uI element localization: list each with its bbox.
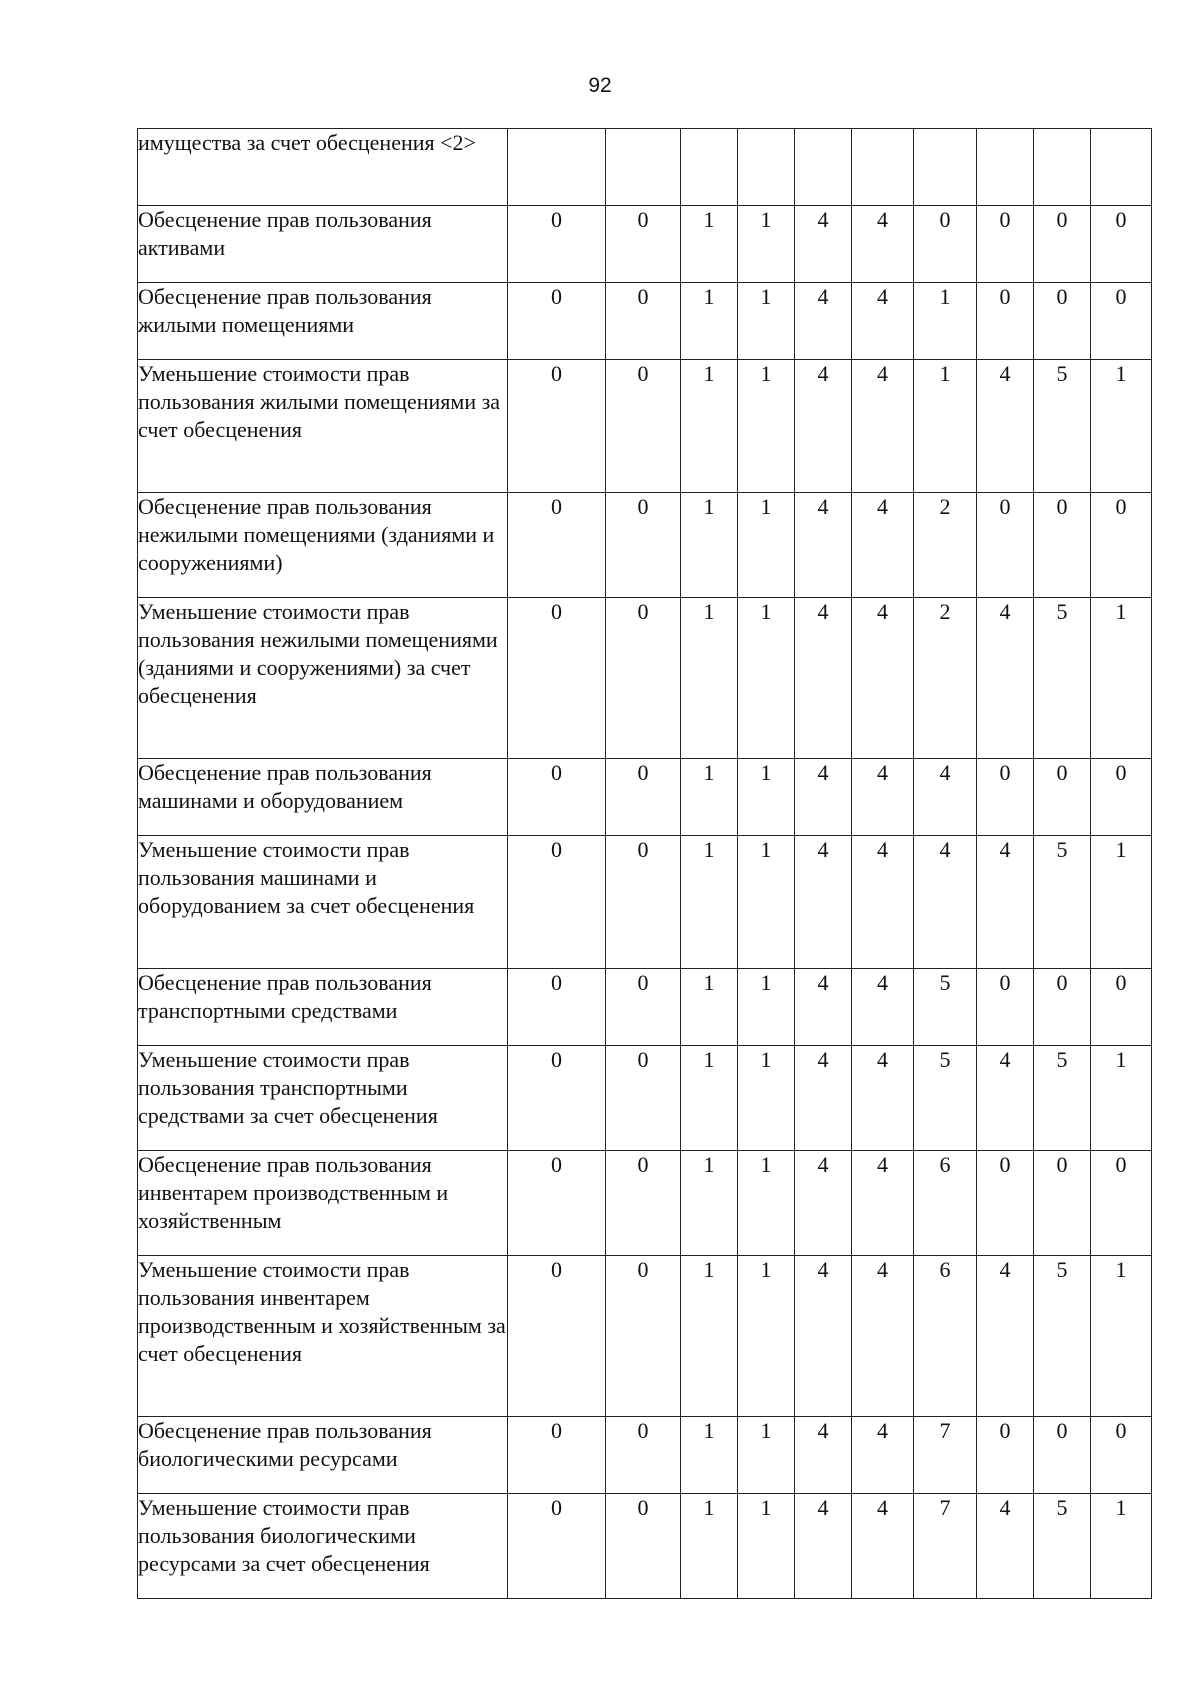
code-digit-cell: 1 [681,1417,738,1494]
code-digit-cell: 4 [795,1256,852,1417]
code-digit-cell: 0 [1034,1151,1091,1256]
table-row [138,598,1152,759]
code-digit-cell: 1 [681,759,738,836]
code-digit-cell: 2 [914,493,977,598]
code-digit-cell: 6 [914,1256,977,1417]
code-digit-cell: 7 [914,1494,977,1599]
code-digit-cell: 5 [1034,836,1091,969]
code-digit-cell: 1 [738,759,795,836]
code-digit-cell: 1 [681,360,738,493]
code-digit-cell [852,129,914,206]
code-digit-cell: 0 [508,1256,606,1417]
code-digit-cell: 4 [795,1151,852,1256]
code-digit-cell: 1 [738,598,795,759]
code-digit-cell: 7 [914,1417,977,1494]
code-digit-cell: 1 [738,360,795,493]
code-digit-cell: 0 [1091,283,1152,360]
code-digit-cell: 0 [1034,759,1091,836]
code-digit-cell: 0 [606,1151,681,1256]
code-digit-cell: 1 [914,360,977,493]
page-number: 92 [588,74,612,97]
code-digit-cell: 0 [508,360,606,493]
code-digit-cell: 0 [508,1417,606,1494]
code-digit-cell: 4 [795,1494,852,1599]
code-digit-cell: 4 [852,969,914,1046]
code-digit-cell: 0 [606,1417,681,1494]
code-digit-cell: 0 [508,283,606,360]
table-row [138,1256,1152,1417]
code-digit-cell: 0 [606,969,681,1046]
code-digit-cell: 1 [738,836,795,969]
code-digit-cell: 0 [606,206,681,283]
code-digit-cell: 1 [738,969,795,1046]
code-digit-cell: 4 [852,598,914,759]
code-digit-cell: 5 [1034,1046,1091,1151]
row-label: Обесценение прав пользования нежилыми помещениями (зданиями и сооружениями) [138,493,508,598]
code-digit-cell: 4 [977,1256,1034,1417]
code-digit-cell [795,129,852,206]
code-digit-cell: 0 [508,836,606,969]
table-row [138,283,1152,360]
code-digit-cell: 1 [738,206,795,283]
code-digit-cell: 1 [681,1151,738,1256]
code-digit-cell [606,129,681,206]
table-row [138,493,1152,598]
code-digit-cell: 0 [606,598,681,759]
code-digit-cell: 1 [1091,360,1152,493]
code-digit-cell: 1 [738,283,795,360]
code-digit-cell: 4 [977,598,1034,759]
code-digit-cell [977,129,1034,206]
code-digit-cell: 4 [795,969,852,1046]
table-row [138,206,1152,283]
code-digit-cell: 1 [738,1417,795,1494]
code-digit-cell: 0 [977,759,1034,836]
code-digit-cell: 0 [508,1151,606,1256]
code-digit-cell: 0 [1034,493,1091,598]
code-digit-cell: 0 [977,283,1034,360]
code-digit-cell [914,129,977,206]
code-digit-cell: 4 [795,836,852,969]
code-digit-cell: 4 [852,1494,914,1599]
code-digit-cell: 4 [795,283,852,360]
code-digit-cell: 4 [852,759,914,836]
code-digit-cell: 0 [1091,493,1152,598]
code-digit-cell: 4 [977,1494,1034,1599]
table-row [138,1151,1152,1256]
code-digit-cell: 0 [606,1256,681,1417]
code-digit-cell: 4 [795,1046,852,1151]
row-label: Уменьшение стоимости прав пользования инвентарем производственным и хозяйственным за счет обесценения [138,1256,508,1417]
row-label: Уменьшение стоимости прав пользования машинами и оборудованием за счет обесценения [138,836,508,969]
code-digit-cell: 4 [795,206,852,283]
code-digit-cell: 1 [738,1151,795,1256]
code-digit-cell: 4 [852,206,914,283]
code-digit-cell: 0 [606,283,681,360]
code-digit-cell: 0 [508,759,606,836]
table-row [138,360,1152,493]
code-digit-cell: 1 [681,1494,738,1599]
code-digit-cell: 0 [977,206,1034,283]
code-digit-cell [508,129,606,206]
code-digit-cell: 0 [606,759,681,836]
code-digit-cell [738,129,795,206]
code-digit-cell: 0 [1034,969,1091,1046]
table-row [138,969,1152,1046]
table-row [138,1417,1152,1494]
code-digit-cell: 5 [914,969,977,1046]
code-digit-cell: 1 [738,1046,795,1151]
row-label: Обесценение прав пользования жилыми помещениями [138,283,508,360]
row-label: Обесценение прав пользования биологическими ресурсами [138,1417,508,1494]
code-digit-cell: 0 [977,1151,1034,1256]
code-digit-cell: 5 [1034,1494,1091,1599]
code-digit-cell: 0 [1091,759,1152,836]
code-digit-cell: 4 [852,836,914,969]
code-digit-cell: 0 [606,1494,681,1599]
code-digit-cell: 1 [738,1256,795,1417]
code-digit-cell: 4 [795,360,852,493]
code-digit-cell [681,129,738,206]
code-digit-cell: 0 [1034,1417,1091,1494]
table-row [138,836,1152,969]
code-digit-cell: 1 [914,283,977,360]
row-label: Уменьшение стоимости прав пользования нежилыми помещениями (зданиями и сооружениями) за счет обесценения [138,598,508,759]
code-digit-cell: 1 [681,206,738,283]
row-label: Уменьшение стоимости прав пользования биологическими ресурсами за счет обесценения [138,1494,508,1599]
row-label: Уменьшение стоимости прав пользования жилыми помещениями за счет обесценения [138,360,508,493]
code-digit-cell: 1 [681,1256,738,1417]
code-digit-cell: 5 [1034,360,1091,493]
code-digit-cell: 1 [681,836,738,969]
code-digit-cell: 4 [795,1417,852,1494]
code-digit-cell: 0 [606,1046,681,1151]
code-digit-cell: 1 [1091,1256,1152,1417]
code-digit-cell: 1 [681,283,738,360]
code-digit-cell: 1 [738,1494,795,1599]
code-digit-cell [1034,129,1091,206]
code-digit-cell: 4 [852,1046,914,1151]
code-digit-cell: 0 [508,598,606,759]
table-row [138,129,1152,206]
table-body [138,129,1152,1599]
row-label: Обесценение прав пользования активами [138,206,508,283]
code-digit-cell: 0 [977,1417,1034,1494]
code-digit-cell: 0 [606,360,681,493]
code-digit-cell: 1 [681,1046,738,1151]
code-digit-cell: 4 [852,360,914,493]
code-digit-cell: 4 [977,1046,1034,1151]
table-row [138,759,1152,836]
code-digit-cell: 4 [914,836,977,969]
code-digit-cell: 0 [606,493,681,598]
code-digit-cell: 1 [681,493,738,598]
account-codes-table [137,128,1152,1599]
code-digit-cell [1091,129,1152,206]
code-digit-cell: 0 [1034,206,1091,283]
code-digit-cell: 0 [508,493,606,598]
code-digit-cell: 0 [1034,283,1091,360]
code-digit-cell: 4 [914,759,977,836]
row-label: Уменьшение стоимости прав пользования транспортными средствами за счет обесценения [138,1046,508,1151]
code-digit-cell: 4 [977,360,1034,493]
code-digit-cell: 4 [852,493,914,598]
code-digit-cell: 1 [1091,598,1152,759]
code-digit-cell: 4 [852,1151,914,1256]
code-digit-cell: 4 [852,283,914,360]
code-digit-cell: 4 [795,493,852,598]
table-row [138,1494,1152,1599]
code-digit-cell: 5 [914,1046,977,1151]
code-digit-cell: 1 [681,969,738,1046]
code-digit-cell: 0 [508,206,606,283]
code-digit-cell: 0 [508,969,606,1046]
code-digit-cell: 1 [1091,1494,1152,1599]
table-row [138,1046,1152,1151]
code-digit-cell: 0 [977,969,1034,1046]
code-digit-cell: 1 [1091,836,1152,969]
code-digit-cell: 4 [795,598,852,759]
row-label: имущества за счет обесценения <2> [138,129,508,206]
code-digit-cell: 0 [508,1046,606,1151]
code-digit-cell: 5 [1034,1256,1091,1417]
code-digit-cell: 0 [1091,1151,1152,1256]
code-digit-cell: 5 [1034,598,1091,759]
code-digit-cell: 1 [1091,1046,1152,1151]
code-digit-cell: 0 [1091,969,1152,1046]
code-digit-cell: 0 [914,206,977,283]
code-digit-cell: 6 [914,1151,977,1256]
code-digit-cell: 0 [977,493,1034,598]
code-digit-cell: 4 [977,836,1034,969]
code-digit-cell: 1 [681,598,738,759]
row-label: Обесценение прав пользования машинами и оборудованием [138,759,508,836]
code-digit-cell: 0 [606,836,681,969]
code-digit-cell: 4 [852,1256,914,1417]
row-label: Обесценение прав пользования инвентарем производственным и хозяйственным [138,1151,508,1256]
row-label: Обесценение прав пользования транспортными средствами [138,969,508,1046]
code-digit-cell: 0 [508,1494,606,1599]
code-digit-cell: 4 [795,759,852,836]
code-digit-cell: 0 [1091,1417,1152,1494]
code-digit-cell: 1 [738,493,795,598]
code-digit-cell: 0 [1091,206,1152,283]
code-digit-cell: 4 [852,1417,914,1494]
code-digit-cell: 2 [914,598,977,759]
